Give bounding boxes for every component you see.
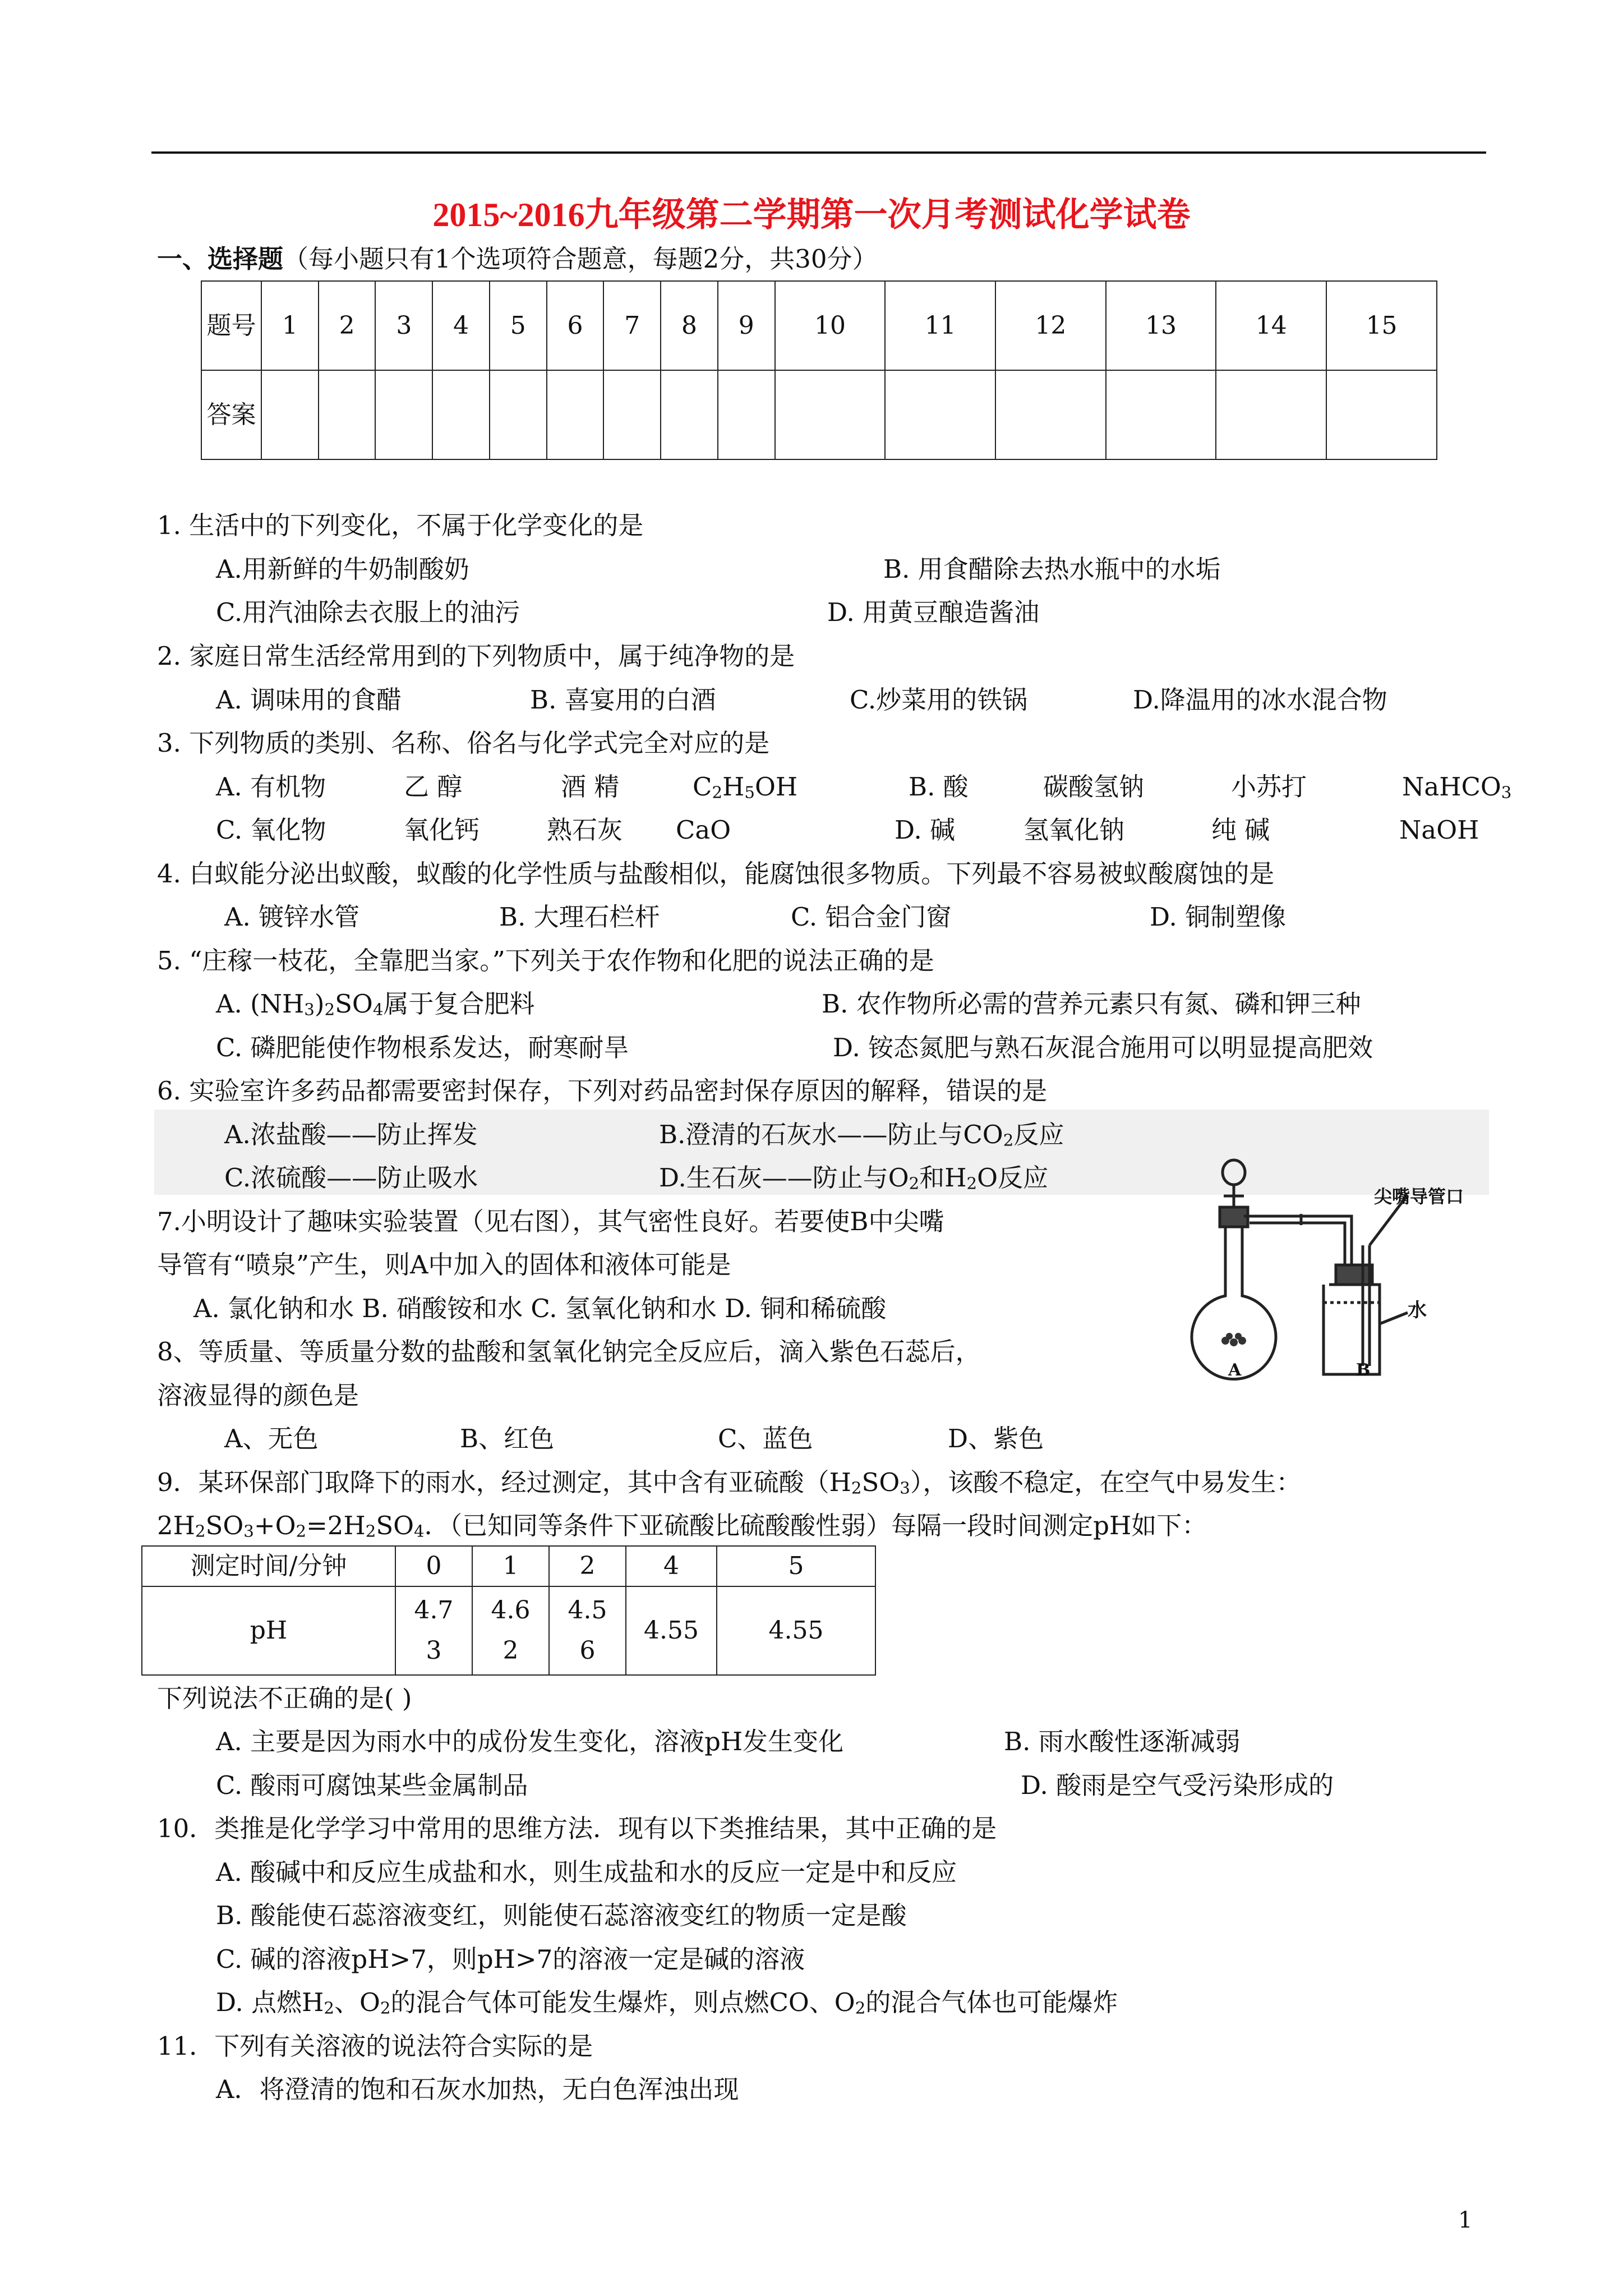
q10-option-b: B. 酸能使石蕊溶液变红，则能使石蕊溶液变红的物质一定是酸 (216, 1901, 907, 1930)
q2-option-a: A. 调味用的食醋 (216, 685, 402, 715)
q1-option-b: B. 用食醋除去热水瓶中的水垢 (883, 554, 1221, 584)
q3-a-class: A. 有机物 (216, 772, 326, 802)
answer-table-number: 4 (432, 281, 490, 370)
answer-table-number: 3 (375, 281, 432, 370)
figure-label-nozzle: 尖嘴导管口 (1374, 1186, 1464, 1207)
q1-stem: 1. 生活中的下列变化，不属于化学变化的是 (157, 510, 644, 540)
ph-table-value: 4.55 (717, 1586, 875, 1675)
answer-table-number: 13 (1106, 281, 1216, 370)
q5-option-d: D. 铵态氮肥与熟石灰混合施用可以明显提高肥效 (833, 1033, 1373, 1062)
q9-option-a: A. 主要是因为雨水中的成份发生变化，溶液pH发生变化 (216, 1727, 844, 1756)
answer-table-header-answer: 答案 (201, 370, 261, 459)
q8-option-a: A、无色 (224, 1424, 319, 1453)
header-rule (151, 151, 1486, 154)
q5-stem: 5. “庄稼一枝花，全靠肥当家。”下列关于农作物和化肥的说法正确的是 (157, 946, 934, 976)
figure-label-water: 水 (1408, 1299, 1427, 1322)
answer-table-number: 10 (775, 281, 886, 370)
ph-table-header-time: 测定时间/分钟 (142, 1546, 395, 1586)
q3-a-common: 酒 精 (561, 772, 620, 802)
ph-table-time: 2 (549, 1546, 626, 1586)
q8-line1: 8、等质量、等质量分数的盐酸和氢氧化钠完全反应后，滴入紫色石蕊后， (157, 1337, 981, 1366)
q7-options: A. 氯化钠和水 B. 硝酸铵和水 C. 氢氧化钠和水 D. 铜和稀硫酸 (193, 1294, 887, 1323)
answer-table-number: 12 (995, 281, 1106, 370)
q10-option-c: C. 碱的溶液pH>7，则pH>7的溶液一定是碱的溶液 (216, 1944, 805, 1974)
ph-table-value: 4.55 (626, 1586, 717, 1675)
answer-cell[interactable] (885, 370, 995, 459)
q6-option-d: D.生石灰——防止与$O_2$和$H_2O$反应 (659, 1163, 1049, 1193)
q11-option-a: A．将澄清的饱和石灰水加热，无白色浑浊出现 (216, 2074, 739, 2104)
q8-option-d: D、紫色 (948, 1424, 1044, 1453)
q3-stem: 3. 下列物质的类别、名称、俗名与化学式完全对应的是 (157, 728, 770, 758)
q9-line2: $2H_2SO_3+O_2=2H_2SO_4$．（已知同等条件下亚硫酸比硫酸酸性弱）每隔一段时间测定pH如下： (157, 1511, 1207, 1541)
q6-option-a: A.浓盐酸——防止挥发 (224, 1120, 478, 1149)
answer-table-number: 14 (1216, 281, 1326, 370)
answer-cell[interactable] (995, 370, 1106, 459)
q3-c-class: C. 氧化物 (216, 815, 326, 845)
answer-cell[interactable] (547, 370, 604, 459)
page-title: 2015~2016九年级第二学期第一次月考测试化学试卷 (432, 196, 1191, 233)
answer-table-number: 8 (661, 281, 718, 370)
ph-table-time: 1 (472, 1546, 549, 1586)
ph-table (141, 1545, 876, 1676)
ph-table-header-ph: pH (142, 1586, 395, 1675)
q5-option-c: C. 磷肥能使作物根系发达，耐寒耐旱 (216, 1033, 629, 1062)
answer-table-header-number: 题号 (201, 281, 261, 370)
answer-table-number: 5 (490, 281, 547, 370)
q9-option-b: B. 雨水酸性逐渐减弱 (1004, 1727, 1241, 1756)
q3-b-formula: NaHCO$_3$ (1402, 772, 1512, 802)
answer-table-number: 9 (718, 281, 775, 370)
q3-a-formula: $C_2H_5OH$ (693, 772, 798, 802)
q9-option-d: D. 酸雨是空气受污染形成的 (1021, 1770, 1334, 1800)
answer-table (201, 280, 1437, 460)
figure-label-b: B (1356, 1360, 1371, 1380)
answer-cell[interactable] (661, 370, 718, 459)
q4-option-c: C. 铝合金门窗 (791, 902, 952, 932)
q3-c-common: 熟石灰 (547, 815, 623, 845)
ph-table-value: 4.6 2 (472, 1586, 549, 1675)
answer-cell[interactable] (718, 370, 775, 459)
answer-table-number: 15 (1326, 281, 1437, 370)
q10-stem: 10．类推是化学学习中常用的思维方法．现有以下类推结果，其中正确的是 (157, 1814, 997, 1843)
q3-d-class: D. 碱 (895, 815, 956, 845)
q9-line1: 9．某环保部门取降下的雨水，经过测定，其中含有亚硫酸$(H_2SO_3)$，该酸不稳定，在空气中易发生： (157, 1467, 1302, 1498)
section-note: （每小题只有1个选项符合题意，每题2分，共30分） (283, 244, 878, 274)
section-label: 一、选择题 (157, 244, 284, 274)
q7-line2: 导管有“喷泉”产生，则A中加入的固体和液体可能是 (157, 1250, 731, 1280)
q8-option-b: B、红色 (460, 1424, 555, 1453)
q2-option-c: C.炒菜用的铁锅 (850, 685, 1028, 715)
answer-cell[interactable] (319, 370, 376, 459)
q5-option-a: A. $(NH_3)_2SO_4$属于复合肥料 (216, 989, 535, 1019)
ph-table-time: 5 (717, 1546, 875, 1586)
q9-option-c: C. 酸雨可腐蚀某些金属制品 (216, 1770, 528, 1800)
answer-table-number: 7 (603, 281, 661, 370)
answer-cell[interactable] (375, 370, 432, 459)
q3-b-name: 碳酸氢钠 (1043, 772, 1145, 802)
q3-b-common: 小苏打 (1231, 772, 1307, 802)
q8-option-c: C、蓝色 (718, 1424, 813, 1453)
q3-a-name: 乙 醇 (404, 772, 463, 802)
answer-table-number: 2 (319, 281, 376, 370)
answer-cell[interactable] (490, 370, 547, 459)
answer-cell[interactable] (1216, 370, 1326, 459)
ph-table-time: 0 (395, 1546, 472, 1586)
ph-table-value: 4.7 3 (395, 1586, 472, 1675)
q2-option-b: B. 喜宴用的白酒 (530, 685, 716, 715)
q3-b-class: B. 酸 (909, 772, 969, 802)
q9-after: 下列说法不正确的是( ) (157, 1683, 412, 1713)
q4-stem: 4. 白蚁能分泌出蚁酸，蚁酸的化学性质与盐酸相似，能腐蚀很多物质。下列最不容易被蚁酸腐蚀的是 (157, 859, 1275, 889)
answer-table-number: 1 (261, 281, 319, 370)
section-heading (157, 242, 878, 276)
q2-stem: 2. 家庭日常生活经常用到的下列物质中，属于纯净物的是 (157, 641, 795, 671)
q3-d-formula: NaOH (1399, 815, 1479, 845)
answer-table-number: 11 (885, 281, 995, 370)
q1-option-a: A.用新鲜的牛奶制酸奶 (216, 554, 469, 584)
q4-option-d: D. 铜制塑像 (1150, 902, 1287, 932)
q3-d-common: 纯 碱 (1211, 815, 1270, 845)
q8-line2: 溶液显得的颜色是 (157, 1381, 359, 1410)
q10-option-a: A. 酸碱中和反应生成盐和水，则生成盐和水的反应一定是中和反应 (216, 1857, 957, 1887)
q11-stem: 11．下列有关溶液的说法符合实际的是 (157, 2031, 593, 2061)
q4-option-b: B. 大理石栏杆 (499, 902, 660, 932)
q3-c-name: 氧化钙 (404, 815, 480, 845)
q7-line1: 7.小明设计了趣味实验装置（见右图），其气密性良好。若要使B中尖嘴 (157, 1207, 944, 1236)
answer-cell[interactable] (603, 370, 661, 459)
q6-stem: 6. 实验室许多药品都需要密封保存，下列对药品密封保存原因的解释，错误的是 (157, 1076, 1048, 1106)
figure-label-a: A (1228, 1360, 1242, 1380)
answer-cell[interactable] (432, 370, 490, 459)
page-number: 1 (1458, 2207, 1473, 2233)
answer-cell[interactable] (1326, 370, 1437, 459)
answer-cell[interactable] (775, 370, 886, 459)
q3-c-formula: CaO (676, 815, 731, 845)
ph-table-value: 4.5 6 (549, 1586, 626, 1675)
answer-cell[interactable] (1106, 370, 1216, 459)
q1-option-d: D. 用黄豆酿造酱油 (827, 597, 1040, 627)
answer-cell[interactable] (261, 370, 319, 459)
q10-option-d: D. 点燃$H_2$、$O_2$的混合气体可能发生爆炸，则点燃CO、$O_2$的混合气体也可能爆炸 (216, 1987, 1118, 2018)
ph-table-time: 4 (626, 1546, 717, 1586)
q2-option-d: D.降温用的冰水混合物 (1133, 685, 1387, 715)
q4-option-a: A. 镀锌水管 (224, 902, 360, 932)
q1-option-c: C.用汽油除去衣服上的油污 (216, 597, 520, 627)
q3-d-name: 氢氧化钠 (1023, 815, 1125, 845)
q5-option-b: B. 农作物所必需的营养元素只有氮、磷和钾三种 (822, 989, 1361, 1019)
answer-table-number: 6 (547, 281, 604, 370)
q6-option-b: B.澄清的石灰水——防止与$CO_2$反应 (659, 1120, 1064, 1150)
q6-option-c: C.浓硫酸——防止吸水 (224, 1163, 478, 1193)
